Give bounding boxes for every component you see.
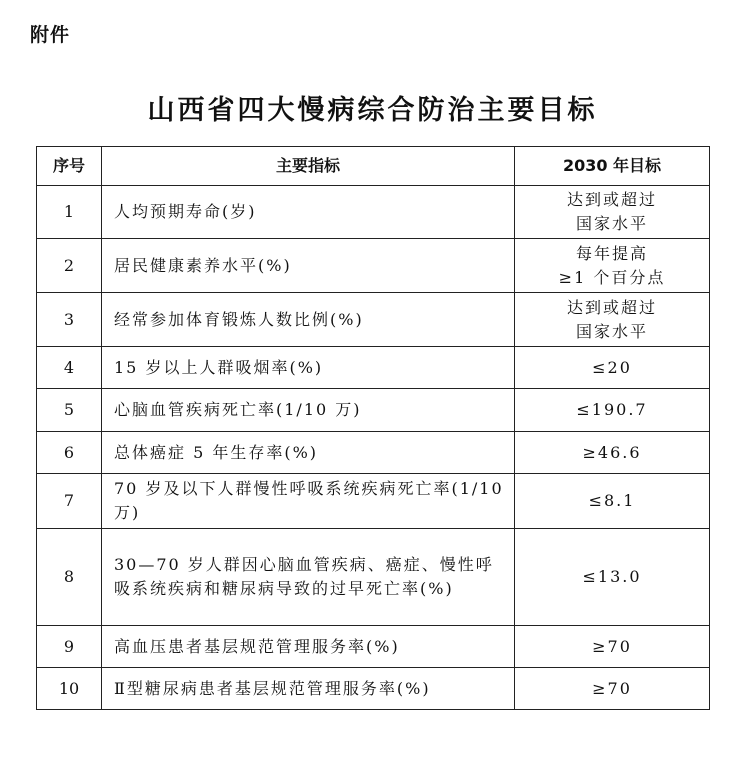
- row-target: [515, 626, 710, 668]
- row-seq: 3: [37, 293, 102, 347]
- row-target-line: ≥46.6: [582, 442, 642, 462]
- row-seq: 8: [37, 529, 102, 626]
- row-target-line: 国家水平: [575, 214, 648, 233]
- table-header-row: [37, 147, 710, 186]
- row-indicator: 人均预期寿命(岁): [102, 186, 515, 239]
- row-indicator: 经常参加体育锻炼人数比例(%): [102, 293, 515, 347]
- row-target-line: ≤190.7: [576, 400, 648, 419]
- row-target: [515, 293, 710, 347]
- attachment-label: 附件: [30, 24, 71, 46]
- row-seq: 4: [37, 347, 102, 389]
- row-seq: 9: [37, 626, 102, 668]
- row-indicator: Ⅱ型糖尿病患者基层规范管理服务率(%): [102, 668, 515, 710]
- row-seq: 10: [37, 668, 102, 710]
- row-indicator: 居民健康素养水平(%): [102, 239, 515, 293]
- row-target: [515, 474, 710, 529]
- row-target-line: 达到或超过: [566, 297, 657, 317]
- table-row: [37, 626, 710, 668]
- table-row: [37, 239, 710, 293]
- row-target-line: ≥1 个百分点: [558, 267, 666, 287]
- row-target-line: ≤20: [592, 357, 632, 377]
- table-row: [37, 474, 710, 529]
- table-row: [37, 389, 710, 432]
- row-indicator: 心脑血管疾病死亡率(1/10 万): [102, 389, 515, 432]
- row-target: [515, 186, 710, 239]
- row-target-line: ≤8.1: [588, 491, 636, 510]
- row-target: [515, 239, 710, 293]
- targets-table: [36, 146, 710, 710]
- table-row: [37, 186, 710, 239]
- row-target: [515, 347, 710, 389]
- row-target-line: ≥70: [592, 678, 632, 698]
- row-seq: 6: [37, 432, 102, 474]
- row-target: [515, 529, 710, 626]
- row-seq: 7: [37, 474, 102, 529]
- table-row: [37, 293, 710, 347]
- header-target: 2030 年目标: [515, 147, 710, 186]
- row-target-line: 每年提高: [575, 243, 648, 263]
- row-indicator: 总体癌症 5 年生存率(%): [102, 432, 515, 474]
- table-row: [37, 347, 710, 389]
- row-target-line: 国家水平: [575, 321, 648, 341]
- row-seq: 5: [37, 389, 102, 432]
- row-indicator: 30—70 岁人群因心脑血管疾病、癌症、慢性呼吸系统疾病和糖尿病导致的过早死亡率(%): [102, 529, 515, 626]
- header-indicator: 主要指标: [102, 147, 515, 186]
- table-row: [37, 529, 710, 626]
- row-target: [515, 668, 710, 710]
- table-row: [37, 432, 710, 474]
- row-target-line: ≥70: [592, 636, 632, 656]
- row-seq: 2: [37, 239, 102, 293]
- row-indicator: 70 岁及以下人群慢性呼吸系统疾病死亡率(1/10 万): [102, 474, 515, 529]
- row-target: [515, 432, 710, 474]
- row-indicator: 15 岁以上人群吸烟率(%): [102, 347, 515, 389]
- row-seq: 1: [37, 186, 102, 239]
- page-title: 山西省四大慢病综合防治主要目标: [147, 95, 598, 126]
- table-row: [37, 668, 710, 710]
- row-target: [515, 389, 710, 432]
- row-target-line: ≤13.0: [582, 567, 642, 586]
- header-seq: 序号: [37, 147, 102, 186]
- row-indicator: 高血压患者基层规范管理服务率(%): [102, 626, 515, 668]
- row-target-line: 达到或超过: [566, 190, 657, 209]
